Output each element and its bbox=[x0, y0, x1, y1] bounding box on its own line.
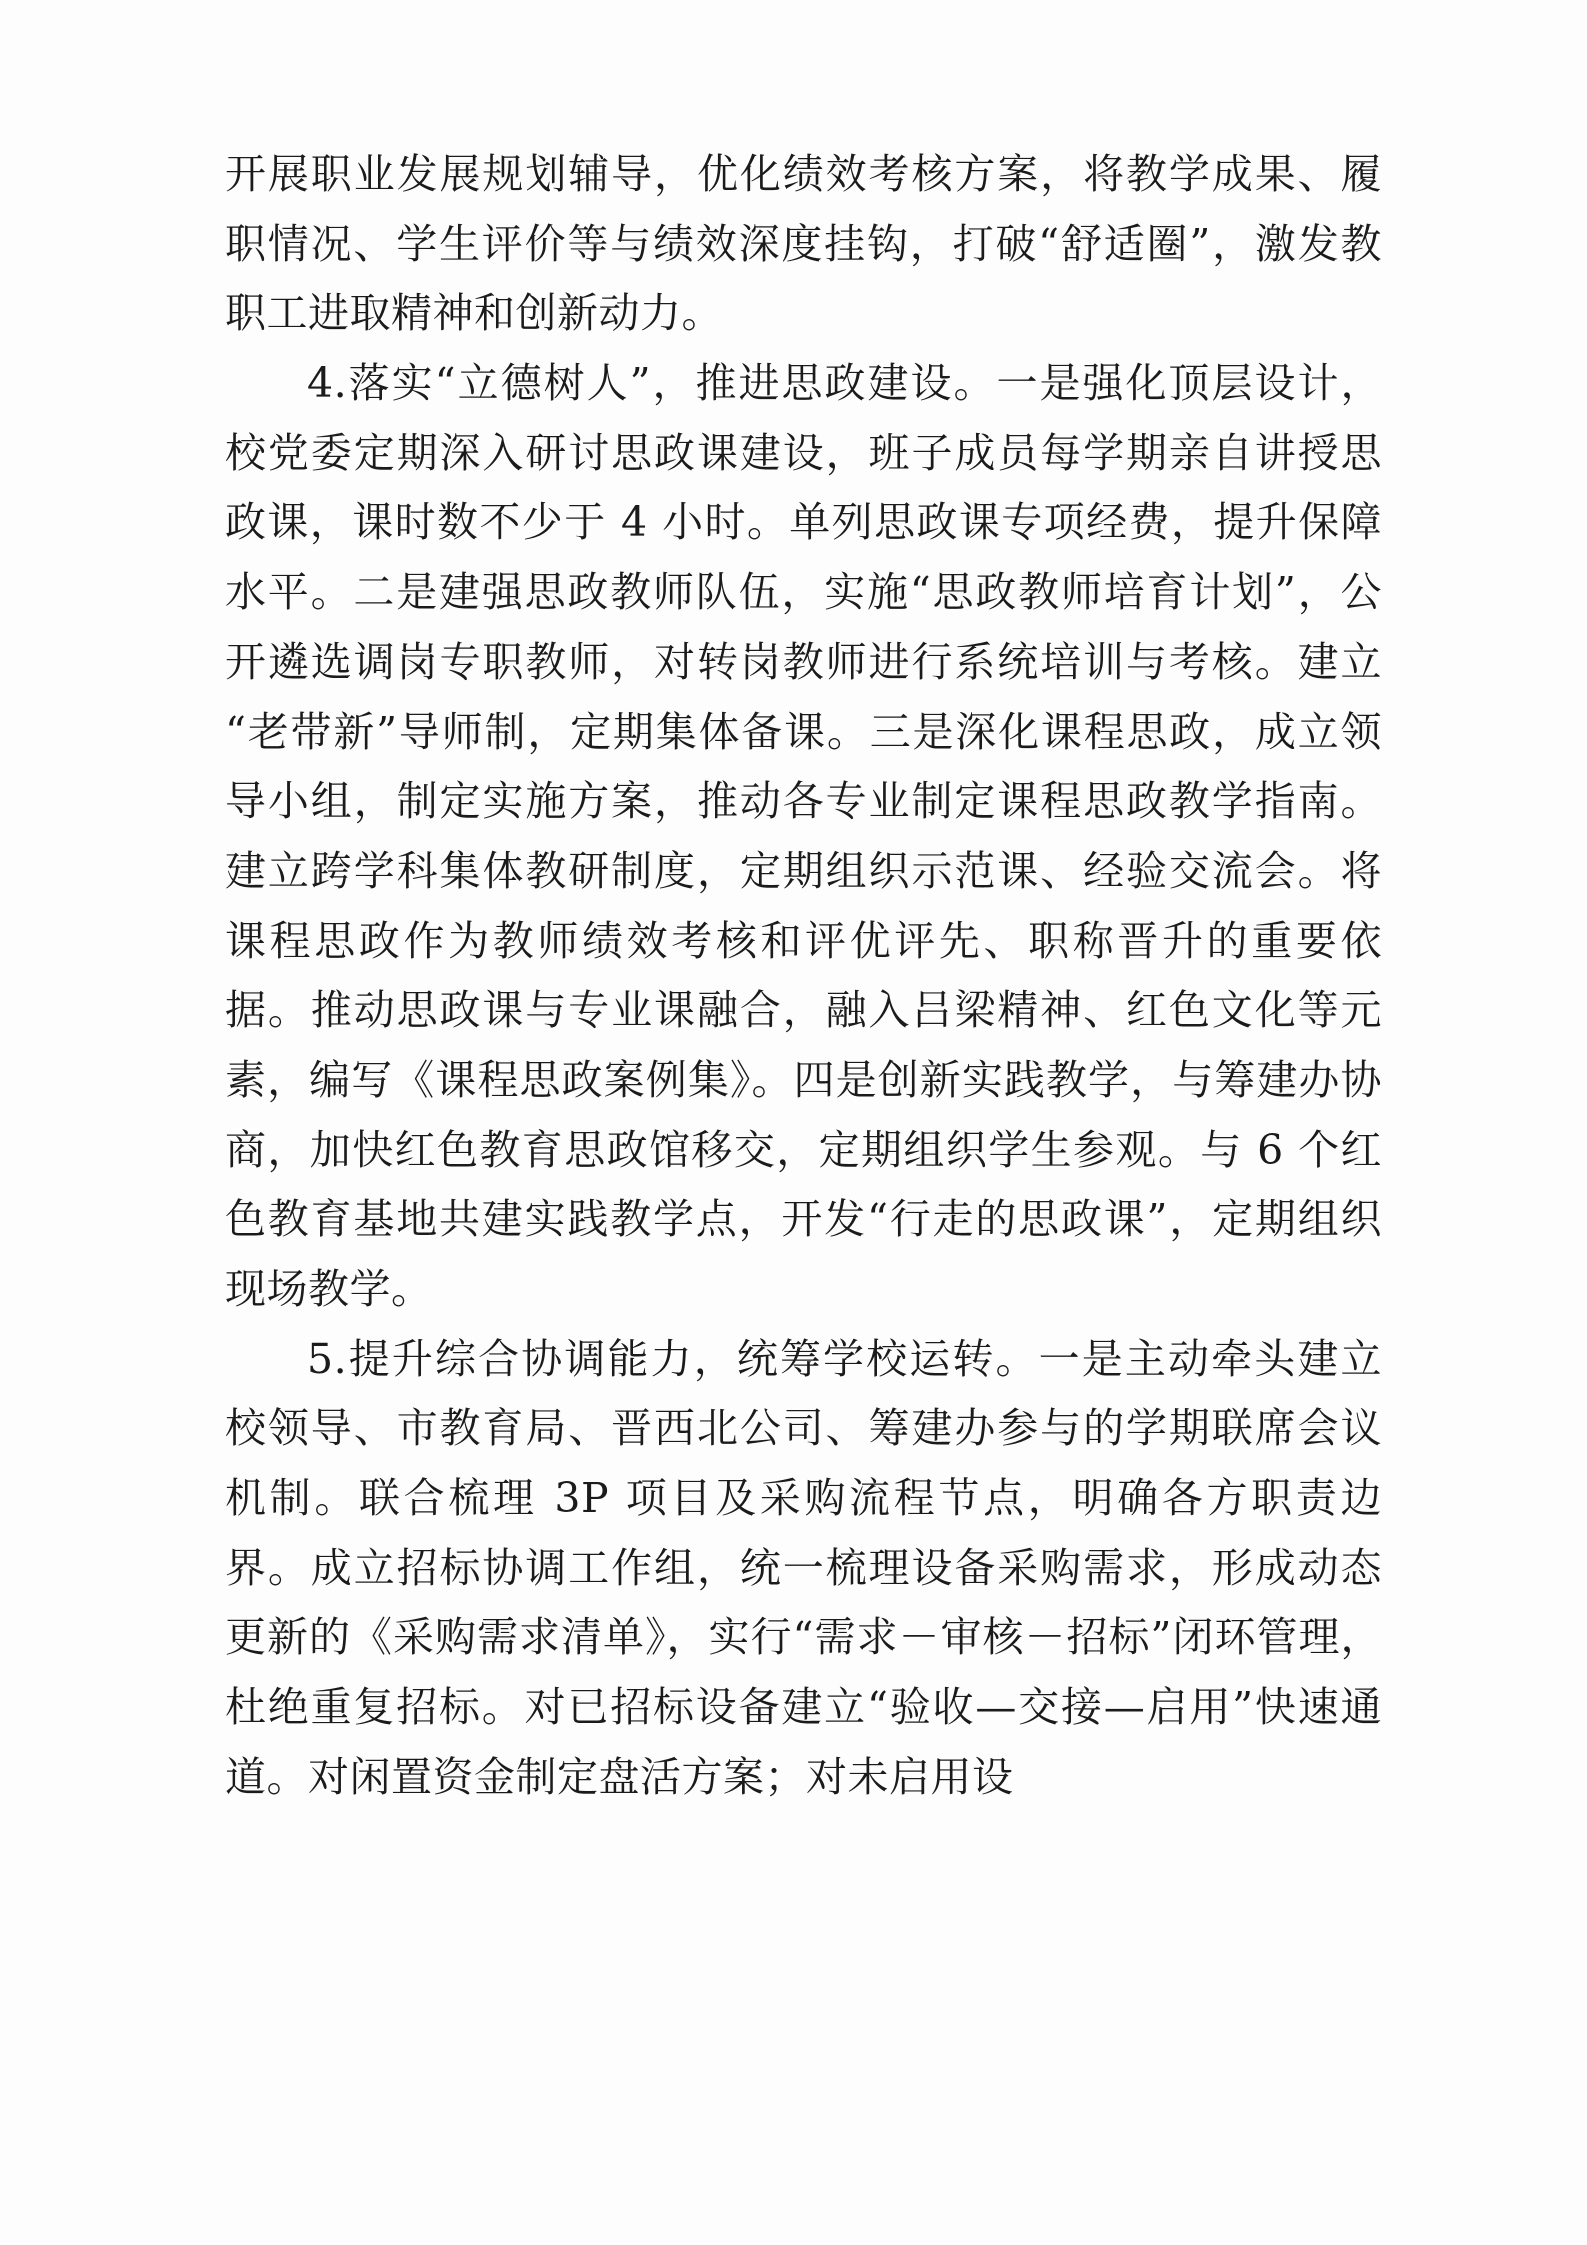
document-body bbox=[225, 140, 1382, 1813]
paragraph-item-5: 5.提升综合协调能力，统筹学校运转。一是主动牵头建立校领导、市教育局、晋西北公司、筹建办参与的学期联席会议机制。联合梳理 3P 项目及采购流程节点，明确各方职责边界。成立招标协调工作组，统一梳理设备采购需求，形成动态更新的《采购需求清单》，实行“需求－审核－招标”闭环管理，杜绝重复招标。对已招标设备建立“验收—交接—启用”快速通道。对闲置资金制定盘活方案；对未启用设 bbox=[225, 1334, 1382, 1801]
paragraph-item-4: 4.落实“立德树人”，推进思政建设。一是强化顶层设计，校党委定期深入研讨思政课建设，班子成员每学期亲自讲授思政课，课时数不少于 4 小时。单列思政课专项经费，提升保障水平。二是建强思政教师队伍，实施“思政教师培育计划”，公开遴选调岗专职教师，对转岗教师进行系统培训与考核。建立“老带新”导师制，定期集体备课。三是深化课程思政，成立领导小组，制定实施方案，推动各专业制定课程思政教学指南。建立跨学科集体教研制度，定期组织示范课、经验交流会。将课程思政作为教师绩效考核和评优评先、职称晋升的重要依据。推动思政课与专业课融合，融入吕梁精神、红色文化等元素，编写《课程思政案例集》。四是创新实践教学，与筹建办协商，加快红色教育思政馆移交，定期组织学生参观。与 6 个红色教育基地共建实践教学点，开发“行走的思政课”，定期组织现场教学。 bbox=[225, 359, 1382, 1313]
paragraph-continuation: 开展职业发展规划辅导，优化绩效考核方案，将教学成果、履职情况、学生评价等与绩效深度挂钩，打破“舒适圈”，激发教职工进取精神和创新动力。 bbox=[225, 150, 1382, 338]
